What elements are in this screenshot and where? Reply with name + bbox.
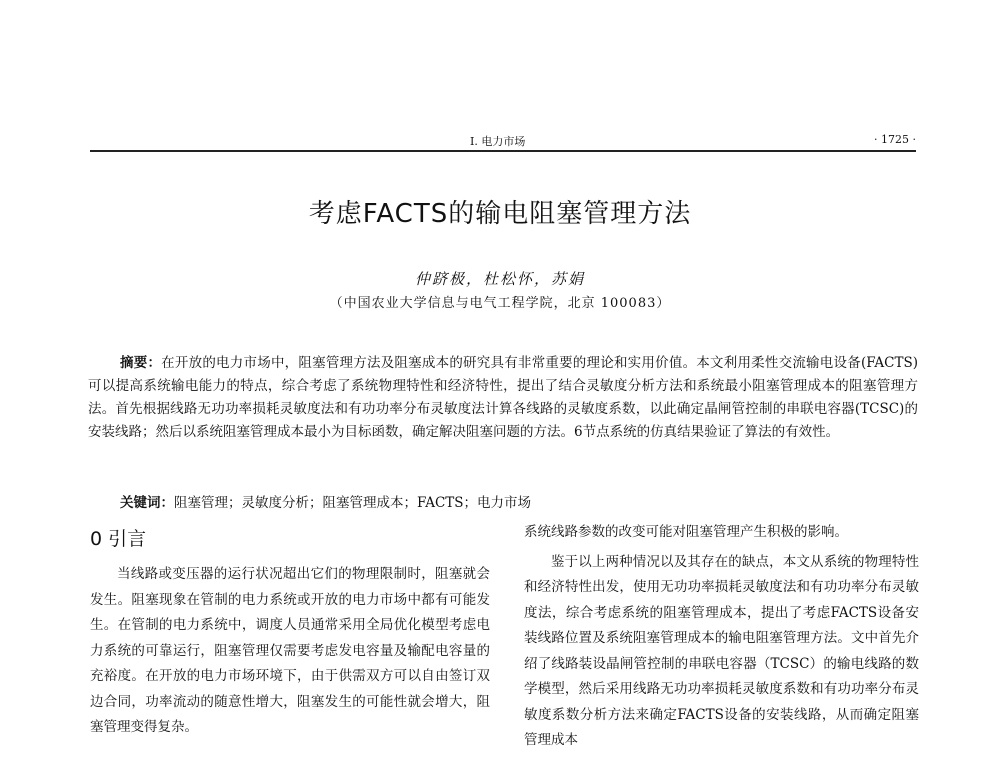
page-number: · 1725 ·	[874, 133, 916, 146]
keywords-label: 关键词：	[120, 495, 174, 511]
header-section-title: I. 电力市场	[470, 135, 526, 148]
abstract-label: 摘要：	[120, 355, 162, 371]
section-heading-introduction: 0 引言	[90, 528, 147, 550]
abstract-text: 在开放的电力市场中，阻塞管理方法及阻塞成本的研究具有非常重要的理论和实用价值。本文利用柔性交流输电设备(FACTS)可以提高系统输电能力的特点，综合考虑了系统物理特性和经济特性，提出了结合灵敏度分析方法和系统最小阻塞管理成本的阻塞管理方法。首先根据线路无功功率损耗灵敏度法和有功功率分布灵敏度法计算各线路的灵敏度系数，以此确定晶闸管控制的串联电容器(TCSC)的安装线路；然后以系统阻塞管理成本最小为目标函数，确定解决阻塞问题的方法。6节点系统的仿真结果验证了算法的有效性。	[88, 355, 919, 440]
running-header	[90, 130, 916, 152]
abstract	[88, 352, 918, 444]
paper-title: 考虑FACTS的输电阻塞管理方法	[308, 199, 692, 229]
intro-paragraph-right-1: 系统线路参数的改变可能对阻塞管理产生积极的影响。	[524, 524, 848, 540]
keywords	[88, 492, 918, 515]
right-column	[524, 520, 919, 754]
paper-authors: 仲跻极，杜松怀，苏娟	[414, 270, 585, 288]
intro-paragraph-right-2: 鉴于以上两种情况以及其存在的缺点，本文从系统的物理特性和经济特性出发，使用无功功率损耗灵敏度法和有功功率分布灵敏度法，综合考虑系统的阻塞管理成本，提出了考虑FACTS设备安装线路位置及系统阻塞管理成本的输电阻塞管理方法。文中首先介绍了线路装设晶闸管控制的串联电容器（TCSC）的输电线路的数学模型，然后采用线路无功功率损耗灵敏度系数和有功功率分布灵敏度系数分析方法来确定FACTS设备的安装线路，从而确定阻塞管理成本	[524, 553, 919, 748]
intro-paragraph-left: 当线路或变压器的运行状况超出它们的物理限制时，阻塞就会发生。阻塞现象在管制的电力系统或开放的电力市场中都有可能发生。在管制的电力系统中，调度人员通常采用全局优化模型考虑电力系统的可靠运行，阻塞管理仅需要考虑发电容量及输配电容量的充裕度。在开放的电力市场环境下，由于供需双方可以自由签订双边合同，功率流动的随意性增大，阻塞发生的可能性就会增大，阻塞管理变得复杂。	[90, 566, 490, 735]
keywords-text: 阻塞管理；灵敏度分析；阻塞管理成本；FACTS；电力市场	[174, 495, 532, 511]
paper-affiliation: （中国农业大学信息与电气工程学院，北京 100083）	[329, 296, 671, 311]
left-column	[90, 522, 490, 741]
